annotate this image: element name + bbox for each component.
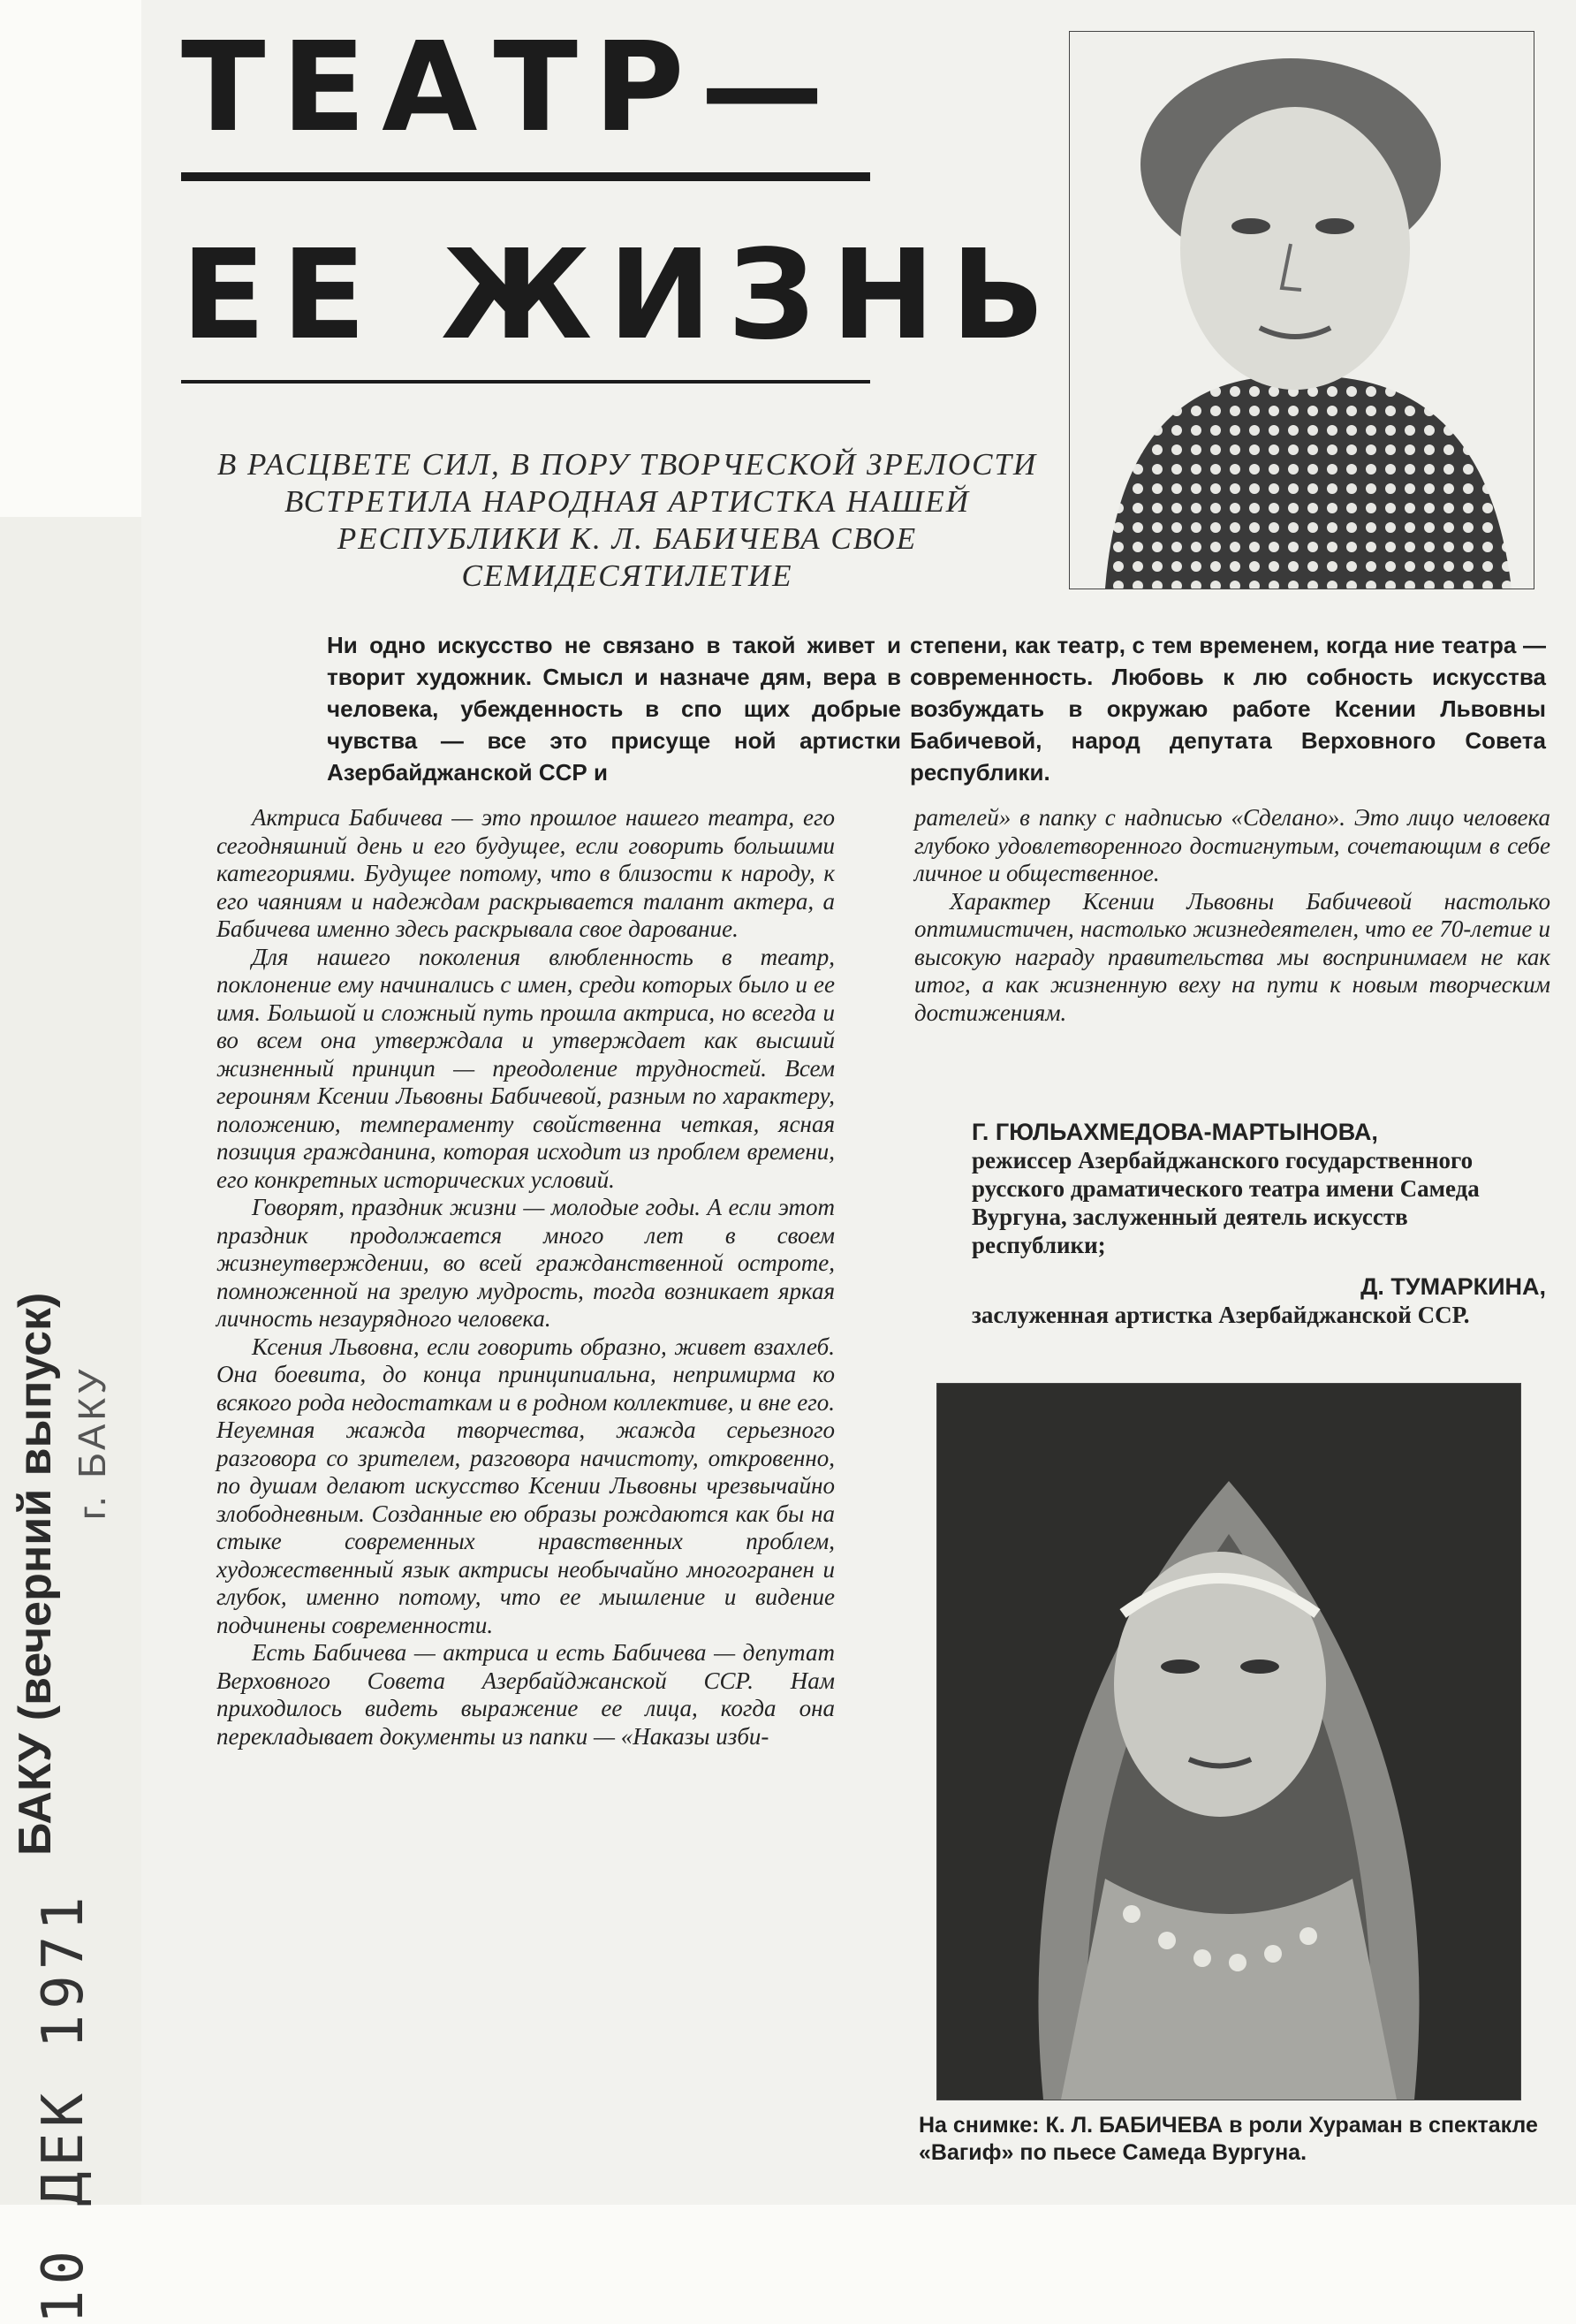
signature-2-name: Д. ТУМАРКИНА,	[1360, 1273, 1546, 1300]
stamp-date: 10 ДЕК 1971	[31, 1891, 96, 2324]
headline-rule-thin	[181, 380, 870, 384]
paragraph: Ксения Львовна, если говорить образно, живет взахлеб. Она боевита, до конца принципиальна, непримирма ко всякого рода недостаткам и в родном коллективе, и вне его. Неуемная жажда творчества, жажда серьезного разговора со зрителем, разговора начистоту, откровенно, по душам делают искусство Ксении Львовны чрезвычайно злободневным. Созданные ею образы рождаются как бы на стыке современных нравственных проблем, художественный язык актрисы необычайно многогранен и глубок, именно потому, что ее мышление и видение подчинены современности.	[216, 1333, 835, 1638]
signature-2	[972, 1272, 1546, 1329]
signature-1-name: Г. ГЮЛЬАХМЕДОВА-МАРТЫНОВА,	[972, 1119, 1378, 1145]
intro-right: степени, как театр, с тем временем, когда ние театра — современность. Любовь к лю собность искусства возбуждать в окружаю работе Ксении Львовны Бабичевой, народ депутата Верховного Совета республики.	[910, 632, 1546, 786]
signature-1-role: режиссер Азербайджанского государственного русского драматического театра имени Самеда Вургуна, заслуженный деятель искусств республики;	[972, 1147, 1480, 1258]
photo-caption: На снимке: К. Л. БАБИЧЕВА в роли Хураман в спектакле «Вагиф» по пьесе Самеда Вургуна.	[919, 2113, 1538, 2165]
archive-stamp	[10, 548, 142, 2324]
paragraph: Для нашего поколения влюбленность в театр, поклонение ему начинались с имен, среди которых было и ее имя. Большой и сложный путь прошла актриса, но всегда и во всем она утверждала и утверждает как высший жизненный принцип — преодоление трудностей. Всем героиням Ксении Львовны Бабичевой, разным по характеру, положению, темпераменту свойственна четкая, ясная позиция гражданина, которая исходит из проблем времени, его конкретных исторических условий.	[216, 943, 835, 1193]
headline-line-1: ТЕАТР—	[181, 16, 840, 160]
paragraph: Актриса Бабичева — это прошлое нашего театра, его сегодняшний день и его будущее, если говорить большими категориями. Будущее потому, что в близости к народу, к его чаяниям и надеждам раскрывается талант актера, а Бабичева именно здесь раскрывала свое дарование.	[216, 804, 835, 942]
column-right	[914, 804, 1550, 1027]
signature-2-role: заслуженная артистка Азербайджанской ССР.	[972, 1302, 1470, 1328]
portrait-photo	[1069, 31, 1534, 589]
paragraph: Есть Бабичева — актриса и есть Бабичева — депутат Верховного Совета Азербайджанской ССР. Нам приходилось видеть выражение ее лица, когда она перекладывает документы из папки — «Наказы изби-	[216, 1639, 835, 1750]
intro-left: Ни одно искусство не связано в такой живет и творит художник. Смысл и назначе дям, вера в человека, убежденность в спо щих добрые чувства — все это присуще ной артистки Азербайджанской ССР и	[327, 632, 901, 786]
role-photo	[936, 1383, 1521, 2100]
stamp-city: г. БАКУ	[71, 1365, 114, 1520]
paragraph: Говорят, праздник жизни — молодые годы. А если этот праздник продолжается много лет в своем жизнеутверждении, во всей гражданственной остроте, помноженной на зрелую мудрость, тогда возникает яркая личность незаурядного человека.	[216, 1194, 835, 1332]
stamp-newspaper: БАКУ (вечерний выпуск)	[10, 1292, 61, 1856]
paragraph: Характер Ксении Львовны Бабичевой настолько оптимистичен, настолько жизнедеятелен, что ее 70-летие и высокую награду правительства мы воспринимаем не как итог, а как жизненную веху на пути к новым творческим достижениям.	[914, 887, 1550, 1026]
signature-1	[972, 1118, 1546, 1259]
headline-line-2: ЕЕ ЖИЗНЬ	[181, 224, 1061, 368]
lead-subheading: В РАСЦВЕТЕ СИЛ, В ПОРУ ТВОРЧЕСКОЙ ЗРЕЛОСТИ ВСТРЕТИЛА НАРОДНАЯ АРТИСТКА НАШЕЙ РЕСПУБЛИКИ К. Л. БАБИЧЕВА СВОЕ СЕМИДЕСЯТИЛЕТИЕ	[216, 447, 1038, 593]
headline-rule	[181, 172, 870, 181]
paragraph: рателей» в папку с надписью «Сделано». Это лицо человека глубоко удовлетворенного достигнутым, сочетающим в себе личное и общественное.	[914, 804, 1550, 886]
column-left	[216, 804, 835, 1751]
